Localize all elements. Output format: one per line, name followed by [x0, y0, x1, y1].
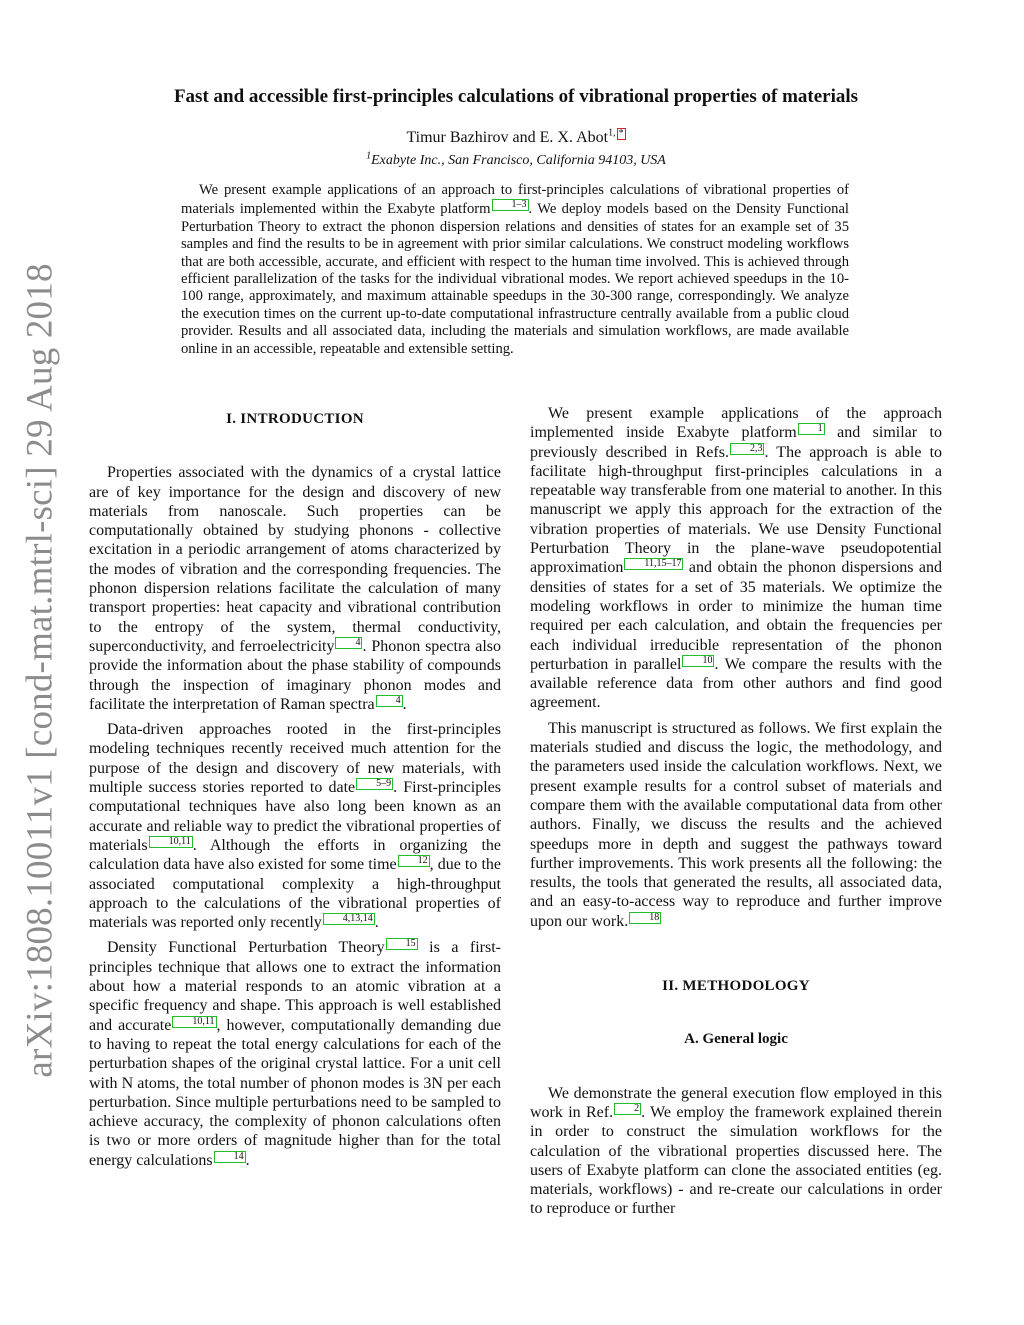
affiliation-line	[90, 150, 942, 169]
citation-link[interactable]: 14	[214, 1151, 246, 1163]
citation-link[interactable]: 5–9	[356, 778, 393, 790]
citation-link[interactable]: 10	[682, 655, 714, 667]
paragraph: Data-driven approaches rooted in the first-principles modeling techniques recently received much attention for the purpose of the design and discovery of new materials, with multiple success stories reported to date 5–9 . First-principles computational techniques have also long been known as an accurate and reliable way to predict the vibrational properties of materials 10,11 . Although the efforts in organizing the calculation data have also existed for some time 12 , due to the associated computational complexity a high-throughput approach to the calculations of the vibrational properties of materials was reported only recently 4,13,14 .	[89, 721, 502, 932]
right-column	[530, 404, 942, 1225]
citation-link[interactable]: 10,11	[172, 1016, 216, 1028]
paragraph: We demonstrate the general execution flow employed in this work in Ref. 2 . We employ the framework explained therein in order to construct the simulation workflows for the calculation of the vibrational properties discussed here. The users of Exabyte platform can clone the associated entities (eg. materials, workflows) - and re-create our calculations in order to reproduce or further	[530, 1084, 942, 1218]
citation-link[interactable]: 12	[398, 855, 430, 867]
citation-link[interactable]: 4	[335, 637, 362, 649]
corresponding-author-link[interactable]: *	[618, 128, 624, 139]
citation-link[interactable]: 4	[376, 695, 403, 707]
paper-title: Fast and accessible first-principles calculations of vibrational properties of materials	[173, 86, 859, 107]
paragraph: Properties associated with the dynamics of a crystal lattice are of key importance for the design and discovery of new materials from nanoscale. Such properties can be computationally obtained by studying phonons - collective excitation in a periodic arrangement of atoms characterized by the modes of vibration and the corresponding frequencies. The phonon dispersion relations facilitate the calculation of many transport properties: heat capacity and vibrational contribution to the entropy of the system, thermal conductivity, superconductivity, and ferroelectricity 4 . Phonon spectra also provide the information about the phase stability of compounds through the inspection of imaginary phonon modes and facilitate the interpretation of Raman spectra 4 .	[89, 464, 502, 713]
paragraph: This manuscript is structured as follows. We first explain the materials studied and discuss the logic, the methodology, and the parameters used inside the calculation workflows. Next, we present example results for a control subset of materials and compare them with the available computational data from other authors. Finally, we discuss the results and the achieved speedups more in depth and suggest the pathways toward further improvements. This work presents all the following: the results, the tools that generated the results, all associated data, and an easy-to-access way to reproduce and further improve upon our work. 18	[530, 719, 942, 930]
paragraph: We present example applications of the approach implemented inside Exabyte platform 1 and similar to previously described in Refs. 2,3 . The approach is able to facilitate high-throughput first-principles calculations in a repeatable way transferable from one material to another. In this manuscript we apply this approach for the extraction of the vibration properties of materials. We use Density Functional Perturbation Theory in the plane-wave pseudopotential approximation 11,15–17 and obtain the phonon dispersions and densities of states for a set of 35 materials. We optimize the modeling workflows in order to minimize the human time required per each calculation, and obtain the frequencies per each individual irreducible representation of the phonon perturbation in parallel 10 . We compare the results with the available reference data from other authors and find good agreement.	[530, 405, 943, 712]
citation-link[interactable]: 18	[629, 912, 661, 924]
citation-link[interactable]: 2	[614, 1103, 641, 1115]
author-line	[90, 128, 942, 147]
abstract	[181, 182, 849, 358]
subsection-heading-general-logic: A. General logic	[684, 1031, 788, 1048]
section-heading-introduction: I. INTRODUCTION	[226, 411, 364, 427]
citation-link[interactable]: 15	[386, 938, 418, 950]
abstract-text: . We deploy models based on the Density Functional Perturbation Theory to extract the phonon dispersion relations and densities of states for an example set of 35 samples and find the results to be in agreement with prior similar calculations. We construct modeling workflows that are both accessible, accurate, and efficient with respect to the human time involved. This is achieved through efficient parallelization of the tasks for the individual vibrational modes. We report achieved speedups in the 10-100 range, approximately, and maximum attainable speedups in the 30-300 range, correspondingly. We analyze the execution times on the current up-to-date computational infrastructure centrally available from a public cloud provider. Results and all associated data, including the materials and simulation workflows, are made available online in an accessible, repeatable and extensible setting.	[181, 201, 849, 357]
citation-link[interactable]: 2,3	[730, 443, 765, 455]
affiliation: Exabyte Inc., San Francisco, California 94103, USA	[371, 153, 666, 168]
citation-link[interactable]: 4,13,14	[323, 913, 375, 925]
citation-link[interactable]: 10,11	[149, 836, 193, 848]
author-affil-sup: 1,	[608, 127, 616, 139]
citation-link[interactable]: 1	[798, 423, 825, 435]
paragraph: Density Functional Perturbation Theory 15 is a first-principles technique that allows one to extract the information about how a material responds to an atomic vibration at a specific frequency and shape. This approach is well established and accurate 10,11 , however, computationally demanding due to having to repeat the total energy calculations for each of the perturbation shapes of the original crystal lattice. For a unit cell with N atoms, the total number of phonon modes is 3N per each perturbation. Since multiple perturbations need to be sampled to achieve accuracy, the complexity of phonon calculations often is two or more orders of magnitude higher than for the total energy calculations 14 .	[89, 938, 501, 1169]
arxiv-identifier-sidebar	[16, 262, 64, 1078]
abstract-text: We present example applications of an approach to first-principles calculations of vibrational properties of materials implemented within the Exabyte platform	[181, 182, 849, 218]
citation-link[interactable]: 1–3	[492, 199, 529, 211]
affiliation-sup: 1	[366, 150, 372, 162]
citation-link[interactable]: 11,15–17	[624, 558, 683, 570]
section-heading-methodology: II. METHODOLOGY	[662, 978, 810, 995]
arxiv-identifier: arXiv:1808.10011v1 [cond-mat.mtrl-sci] 29 Aug 2018	[19, 262, 61, 1078]
left-column	[89, 404, 501, 1176]
authors: Timur Bazhirov and E. X. Abot	[406, 129, 609, 146]
